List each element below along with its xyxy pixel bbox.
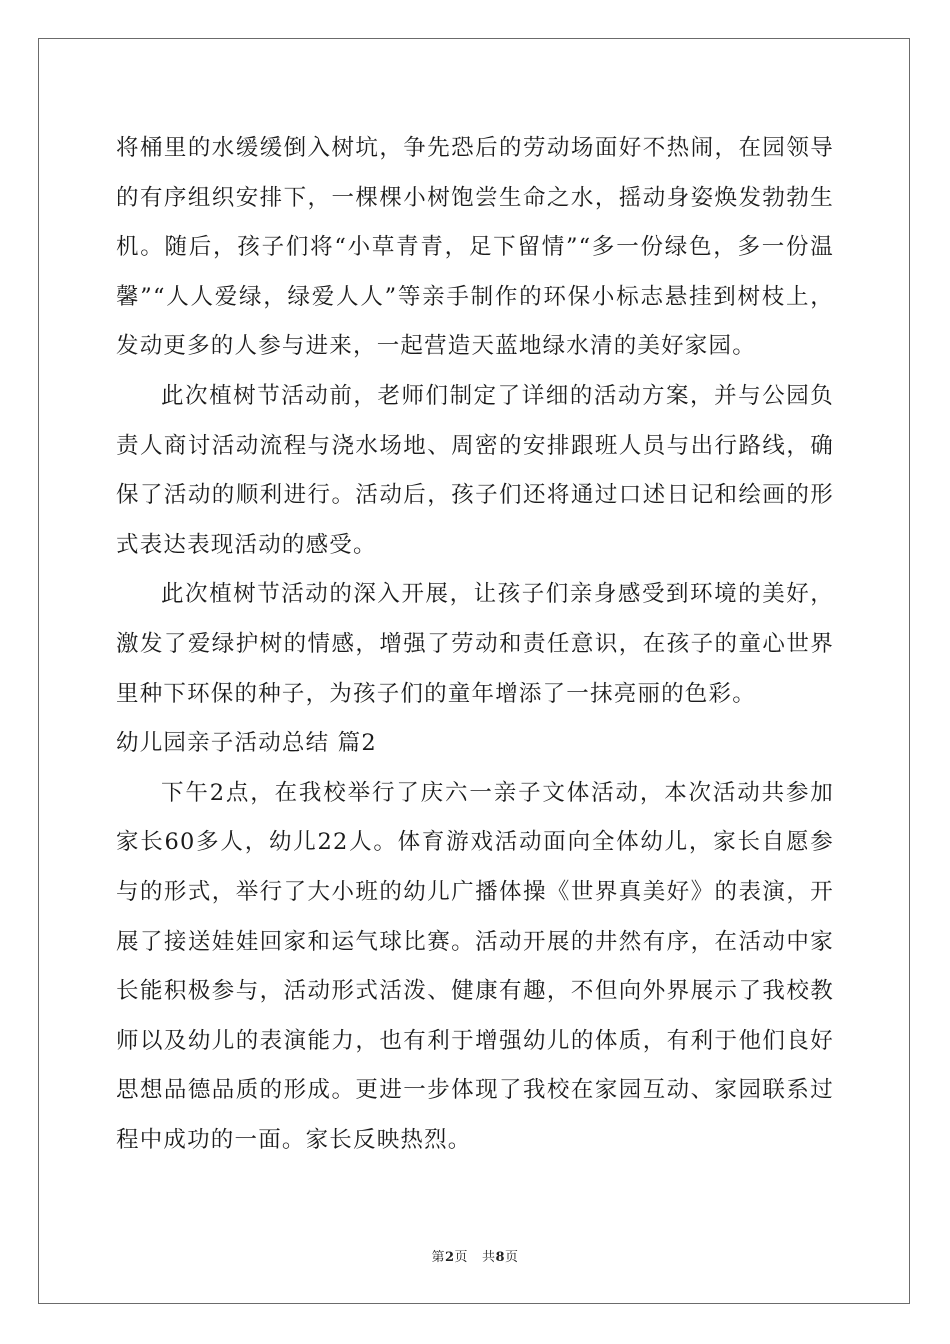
footer-total-pages: 8 [495, 1250, 506, 1265]
body-paragraph-2: 此次植树节活动前，老师们制定了详细的活动方案，并与公园负责人商讨活动流程与浇水场地、周密的安排跟班人员与出行路线，确保了活动的顺利进行。活动后，孩子们还将通过口述日记和绘画的形式表达表现活动的感受。 [116, 382, 834, 558]
footer-page-prefix: 第 [431, 1250, 445, 1265]
section-paragraph-1: 下午2点，在我校举行了庆六一亲子文体活动，本次活动共参加家长60多人，幼儿22人。体育游戏活动面向全体幼儿，家长自愿参与的形式，举行了大小班的幼儿广播体操《世界真美好》的表演，开展了接送娃娃回家和运气球比赛。活动开展的井然有序，在活动中家长能积极参与，活动形式活泼、健康有趣，不但向外界展示了我校教师以及幼儿的表演能力，也有利于增强幼儿的体质，有利于他们良好思想品德品质的形成。更进一步体现了我校在家园互动、家园联系过程中成功的一面。家长反映热烈。 [116, 779, 834, 1153]
body-paragraph-3: 此次植树节活动的深入开展，让孩子们亲身感受到环境的美好，激发了爱绿护树的情感，增强了劳动和责任意识，在孩子的童心世界里种下环保的种子，为孩子们的童年增添了一抹亮丽的色彩。 [116, 581, 834, 707]
body-paragraph-1: 将桶里的水缓缓倒入树坑，争先恐后的劳动场面好不热闹，在园领导的有序组织安排下，一棵棵小树饱尝生命之水，摇动身姿焕发勃勃生机。随后，孩子们将“小草青青，足下留情”“多一份绿色，多一份温馨”“人人爱绿，绿爱人人”等亲手制作的环保小标志悬挂到树枝上，发动更多的人参与进来，一起营造天蓝地绿水清的美好家园。 [116, 135, 834, 360]
section-heading: 幼儿园亲子活动总结 篇2 [116, 730, 377, 757]
footer-total-suffix: 页 [505, 1250, 519, 1265]
footer-total-prefix: 共 [481, 1250, 496, 1265]
page-footer [0, 1246, 950, 1265]
footer-page-suffix: 页 [454, 1250, 469, 1265]
document-body [116, 124, 834, 1165]
footer-current-page: 2 [444, 1250, 455, 1265]
